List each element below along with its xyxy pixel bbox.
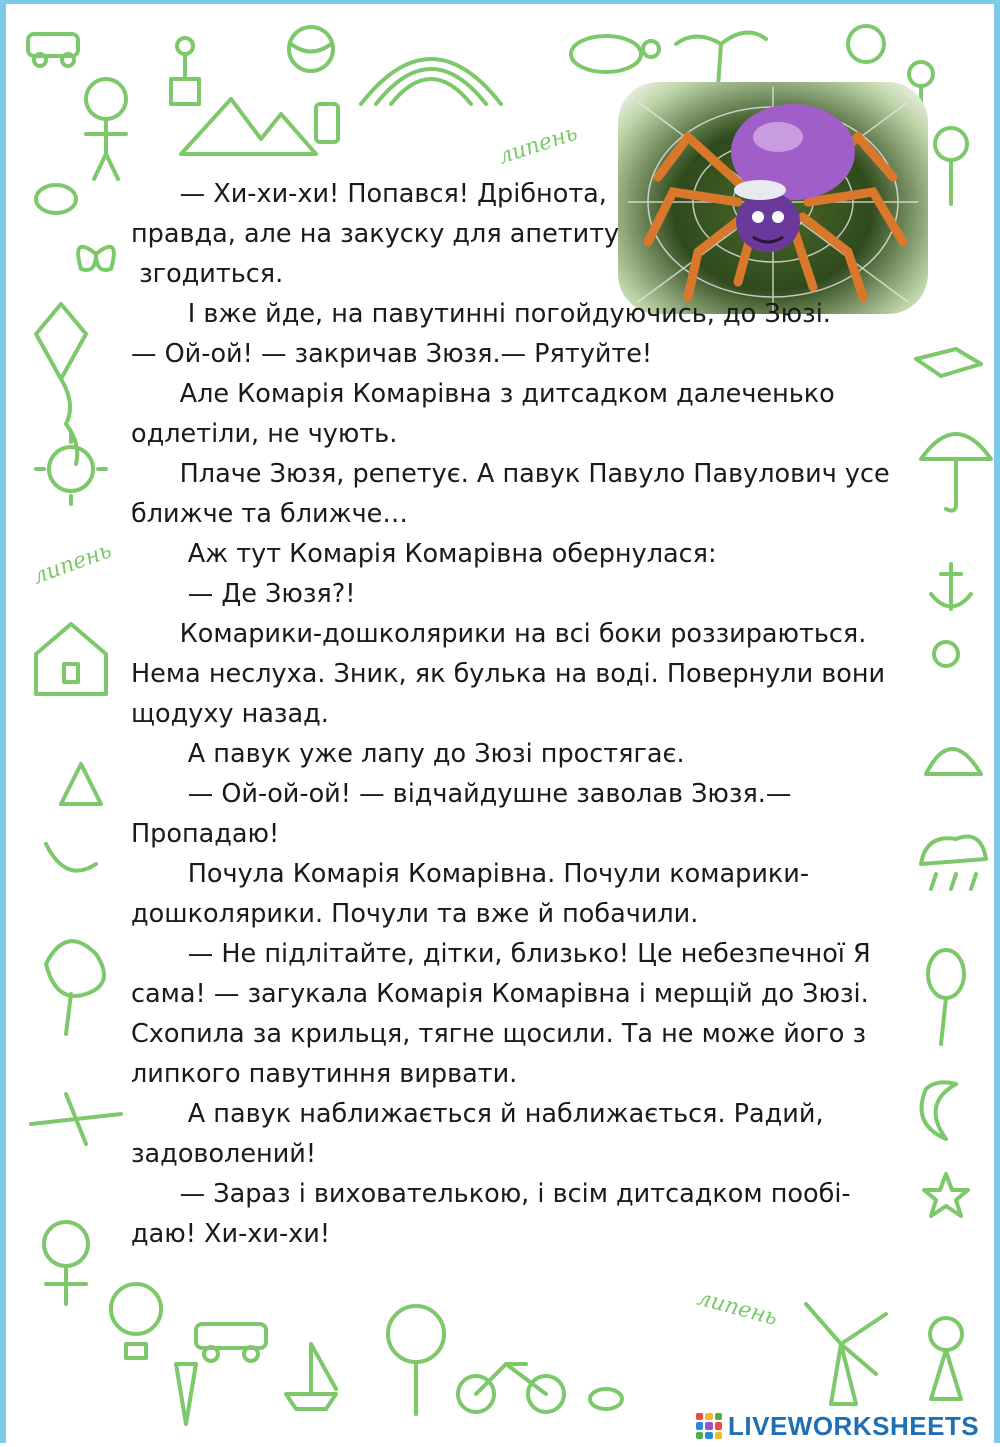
butterfly-doodle (78, 247, 114, 270)
brand-name: LIVEWORKSHEETS (728, 1410, 980, 1441)
story-line: — Ой-ой-ой! — відчайдушне заволав Зюзя.— (131, 779, 792, 809)
umbrella-doodle (921, 434, 991, 511)
flower-doodle (934, 642, 958, 666)
sailboat-doodle (286, 1344, 336, 1409)
tree-doodle (848, 26, 884, 62)
border-word-left: липень (29, 538, 115, 590)
car-doodle (28, 34, 78, 66)
phone-doodle (316, 104, 338, 142)
story-line: Почула Комарія Комарівна. Почули комарики- (131, 859, 810, 889)
boy-doodle (86, 79, 126, 179)
story-line: Аж тут Комарія Комарівна обернулася: (131, 539, 717, 569)
girl-doodle (935, 128, 967, 204)
story-text (131, 174, 931, 1254)
story-line: даю! Хи-хи-хи! (131, 1219, 331, 1249)
sun-doodle (36, 434, 106, 504)
ball-doodle (289, 27, 333, 71)
hot-air-balloon-doodle (111, 1284, 161, 1358)
house-doodle (36, 624, 106, 694)
story-line: А павук наближається й наближається. Радий, (131, 1099, 824, 1129)
kite-doodle (36, 304, 86, 464)
story-line: — Не підлітайте, дітки, близько! Це небезпечної Я (131, 939, 871, 969)
anchor-doodle (931, 564, 971, 609)
liveworksheets-brand[interactable] (696, 1409, 979, 1443)
bird-doodle (36, 185, 76, 213)
story-line: ближче та ближче… (131, 499, 408, 529)
story-line: Пропадаю! (131, 819, 280, 849)
story-line: — Де Зюзя?! (131, 579, 356, 609)
rocket-doodle (46, 764, 101, 871)
story-line: Нема неслуха. Зник, як булька на воді. Повернули вони (131, 659, 886, 689)
bicycle-doodle (458, 1364, 564, 1412)
car2-doodle (196, 1324, 266, 1361)
rainbow-doodle (361, 59, 501, 104)
story-line: Але Комарія Комарівна з дитсадком далеченько (131, 379, 835, 409)
story-line: Комарики-дошколярики на всі боки роззираються. (131, 619, 867, 649)
balloon-doodle (928, 950, 964, 1044)
story-line: задоволений! (131, 1139, 317, 1169)
pencil-doodle (176, 1364, 196, 1424)
kid-doodle (44, 1222, 88, 1304)
story-line: — Хи-хи-хи! Попався! Дрібнота, (131, 179, 607, 209)
plane-doodle (31, 1094, 121, 1144)
tree3-doodle (388, 1306, 444, 1414)
liveworksheets-logo-icon (696, 1413, 722, 1439)
story-line: одлетіли, не чують. (131, 419, 398, 449)
flower-pot-doodle (171, 38, 199, 104)
mountain-doodle (181, 99, 316, 154)
story-line: І вже йде, на павутинні погойдуючись, до Зюзі. (131, 299, 831, 329)
border-word-bottom: липень (694, 1285, 780, 1331)
story-line: згодиться. (131, 259, 284, 289)
tree2-doodle (46, 941, 104, 1034)
border-word-top: липень (495, 120, 581, 170)
windmill-doodle (806, 1304, 886, 1404)
shell-doodle (926, 749, 981, 774)
turtle-doodle (571, 36, 659, 72)
spider-abdomen-highlight (753, 122, 803, 152)
story-line: — Зараз і вихователькою, і всім дитсадком пообі- (131, 1179, 851, 1209)
candy-doodle (590, 1389, 622, 1409)
story-line: Плаче Зюзя, репетує. А павук Павуло Павулович усе (131, 459, 890, 489)
story-line: правда, але на закуску для апетиту (131, 219, 620, 249)
story-line: щодуху назад. (131, 699, 329, 729)
princess-doodle (930, 1318, 962, 1399)
story-line: — Ой-ой! — закричав Зюзя.— Рятуйте! (131, 339, 653, 369)
story-line: Схопила за крильця, тягне щосили. Та не може його з (131, 1019, 867, 1049)
story-line: дошколярики. Почули та вже й побачили. (131, 899, 699, 929)
story-line: сама! — загукала Комарія Комарівна і мерщій до Зюзі. (131, 979, 869, 1009)
story-line: А павук уже лапу до Зюзі простягає. (131, 739, 685, 769)
story-line: липкого павутиння вирвати. (131, 1059, 518, 1089)
